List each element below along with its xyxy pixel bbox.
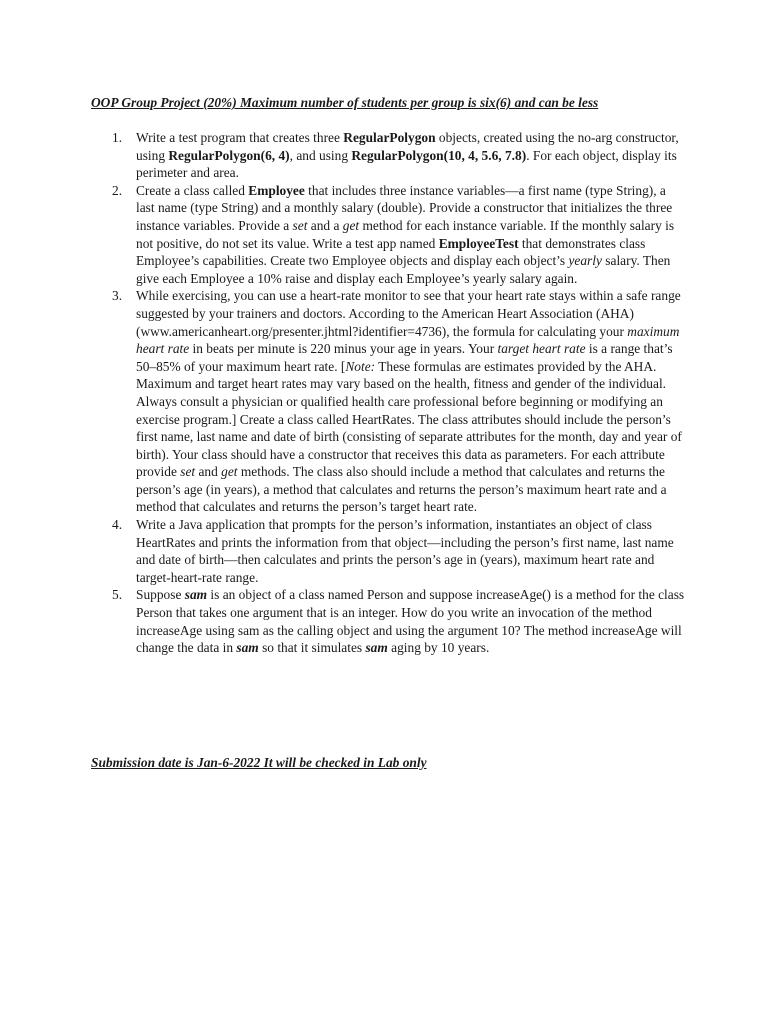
task-number: 2. xyxy=(112,182,123,198)
task-number: 1. xyxy=(112,130,123,145)
project-heading: OOP Group Project (20%) Maximum number of students per group is six(6) and can be less xyxy=(91,95,599,110)
text-run: Suppose xyxy=(136,587,185,603)
bold-term: Employee xyxy=(248,182,305,198)
task-text xyxy=(136,130,679,180)
italic-term: set xyxy=(180,464,196,480)
task-text xyxy=(136,517,674,585)
text-run: Create a class called xyxy=(136,182,249,198)
italic-term: target heart rate xyxy=(497,341,586,357)
task-text xyxy=(136,288,682,514)
text-run: that demonstrates class Employee’s capabilities. Create two Employee objects and display each object’s xyxy=(136,235,646,269)
task-list xyxy=(100,129,685,657)
task-text xyxy=(136,183,674,286)
bold-term: RegularPolygon(6, 4) xyxy=(168,147,290,163)
bold-italic-term: sam xyxy=(365,640,388,656)
bold-italic-term: sam xyxy=(236,640,259,656)
text-run: . For each object, display its perimeter and area. xyxy=(136,147,677,181)
italic-term: get xyxy=(342,217,360,233)
bold-italic-term: sam xyxy=(184,587,208,603)
text-run: methods. The class also should include a method that calculates and returns the person’s age (in years), a method that calculates and returns the person’s maximum heart rate and a method that calculates and returns the person’s target heart rate. xyxy=(136,464,667,515)
text-run: and xyxy=(195,464,222,480)
text-run: is a range that’s 50–85% of your maximum heart rate. [ xyxy=(136,341,673,374)
text-run: so that it simulates xyxy=(258,640,366,656)
text-run: aging by 10 years. xyxy=(387,640,490,656)
text-run: and a xyxy=(307,217,343,233)
text-run: that includes three instance variables—a first name (type String), a last name (type String) and a monthly salary (double). Provide a constructor that initializes the three instance variables. Provide a xyxy=(136,182,673,233)
italic-term: get xyxy=(221,464,238,480)
bold-term: RegularPolygon xyxy=(343,130,436,145)
italic-term: set xyxy=(292,217,308,233)
text-run: While exercising, you can use a heart-rate monitor to see that your heart rate stays within a safe range suggested by your trainers and doctors. According to the American Heart Association (AHA) (www.americanheart.org/presenter.jhtml?identifier=4736), the formula for calculating your xyxy=(136,288,681,339)
text-run: method for each instance variable. If the monthly salary is not positive, do not set its value. Write a test app named xyxy=(136,217,675,251)
italic-term: Note: xyxy=(345,358,376,374)
task-number: 5. xyxy=(112,587,123,603)
text-run: is an object of a class named Person and suppose increaseAge() is a method for the class Person that takes one argument that is an integer. How do you write an invocation of the method increaseAge using sam as the calling object and using the argument 10? The method increaseAge will change the data in xyxy=(136,587,685,656)
task-number: 3. xyxy=(112,288,123,304)
bold-term: EmployeeTest xyxy=(438,235,519,251)
bold-term: RegularPolygon(10, 4, 5.6, 7.8) xyxy=(351,147,527,163)
text-run: Write a test program that creates three xyxy=(136,130,344,145)
submission-note: Submission date is Jan-6-2022 It will be checked in Lab only xyxy=(91,755,427,770)
task-item xyxy=(100,182,685,288)
text-run: These formulas are estimates provided by the AHA. Maximum and target heart rates may vary based on the health, fitness and gender of the individual. Always consult a physician or qualified health care professional before beginning or modifying an exercise program.] Create a class called HeartRates. The class attributes should include the person’s first name, last name and date of birth (consisting of separate attributes for the month, day and year of birth). Your class should have a constructor that receives this data as parameters. For each attribute provide xyxy=(136,358,682,480)
task-item xyxy=(100,516,685,586)
task-text xyxy=(136,587,684,655)
italic-term: maximum heart rate xyxy=(136,323,680,357)
text-run: Write a Java application that prompts for the person’s information, instantiates an object of class HeartRates and prints the information from that object—including the person’s first name, last name and date of birth—then calculates and prints the person’s age in (years), maximum heart rate and target-heart-rate range. xyxy=(136,517,674,585)
text-run: , and using xyxy=(289,147,352,163)
task-item xyxy=(100,586,685,656)
text-run: objects, created using the no-arg constructor, using xyxy=(136,130,679,163)
task-item xyxy=(100,129,685,182)
italic-term: yearly xyxy=(568,253,602,269)
text-run: in beats per minute is 220 minus your age in years. Your xyxy=(189,341,498,357)
task-item xyxy=(100,287,685,516)
task-number: 4. xyxy=(112,517,123,533)
text-run: salary. Then give each Employee a 10% raise and display each Employee’s yearly salary again. xyxy=(136,253,671,286)
